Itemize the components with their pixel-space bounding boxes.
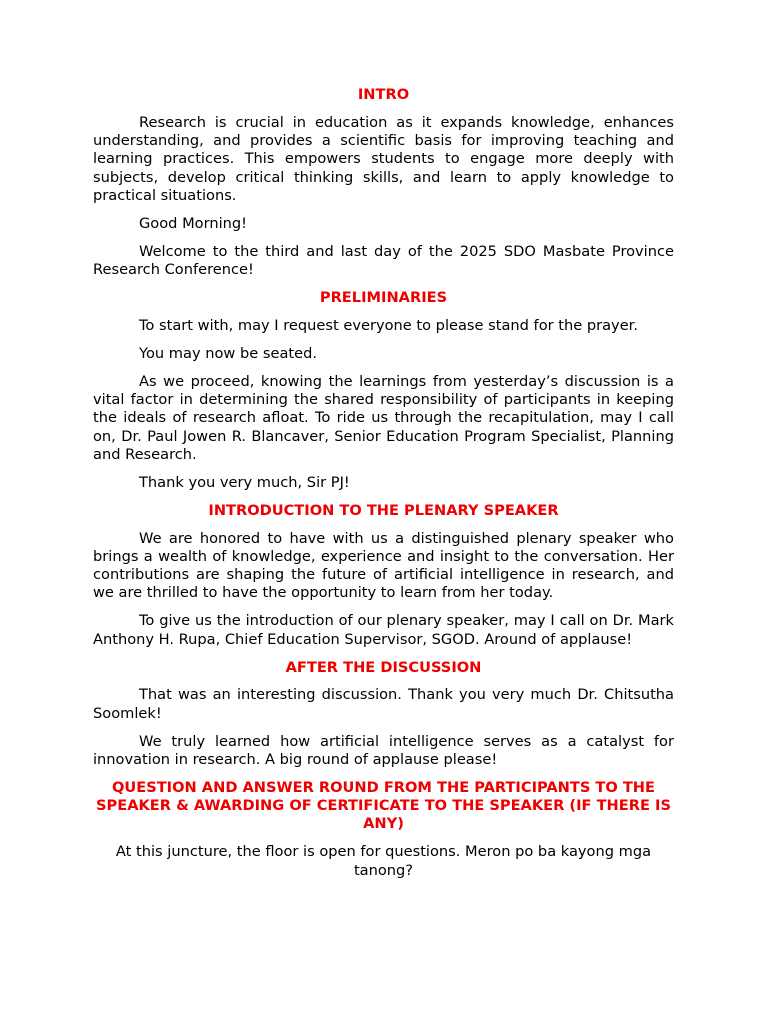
paragraph: You may now be seated. bbox=[139, 344, 317, 362]
paragraph: Good Morning! bbox=[139, 214, 247, 232]
paragraph: Research is crucial in education as it expands knowledge, enhances understanding, and provides a scientific basis for improving teaching and learning practices. This empowers students to engage more deeply with subjects, develop critical thinking skills, and learn to apply knowledge to practical situations. bbox=[93, 113, 674, 205]
section-heading-preliminaries: PRELIMINARIES bbox=[319, 289, 448, 307]
paragraph: That was an interesting discussion. Thank you very much Dr. Chitsutha Soomlek! bbox=[93, 686, 674, 722]
section-heading-after-discussion: AFTER THE DISCUSSION bbox=[285, 658, 482, 676]
section-heading-plenary-speaker: INTRODUCTION TO THE PLENARY SPEAKER bbox=[208, 501, 559, 519]
paragraph: As we proceed, knowing the learnings from yesterday’s discussion is a vital factor in determining the shared responsibility of participants in keeping the ideals of research afloat. To ride us through the recapitulation, may I call on, Dr. Paul Jowen R. Blancaver, Senior Education Program Specialist, Planning and Research. bbox=[93, 372, 674, 463]
paragraph: We truly learned how artificial intelligence serves as a catalyst for innovation in research. A big round of applause please! bbox=[93, 732, 674, 768]
document-page bbox=[93, 86, 674, 889]
paragraph: We are honored to have with us a distinguished plenary speaker who brings a wealth of knowledge, experience and insight to the conversation. Her contributions are shaping the future of artificial intelligence in research, and we are thrilled to have the opportunity to learn from her today. bbox=[93, 529, 674, 602]
paragraph: To give us the introduction of our plenary speaker, may I call on Dr. Mark Anthony H. Rupa, Chief Education Supervisor, SGOD. Around of applause! bbox=[93, 612, 674, 648]
section-heading-intro: INTRO bbox=[357, 86, 410, 103]
paragraph: Welcome to the third and last day of the 2025 SDO Masbate Province Research Conference! bbox=[93, 242, 674, 279]
paragraph: To start with, may I request everyone to please stand for the prayer. bbox=[139, 316, 638, 334]
paragraph: At this juncture, the floor is open for questions. Meron po ba kayong mga tanong? bbox=[115, 843, 652, 879]
section-heading-question-and-answer: QUESTION AND ANSWER ROUND FROM THE PARTICIPANTS TO THE SPEAKER & AWARDING OF CERTIFICATE TO THE SPEAKER (IF THERE IS ANY) bbox=[96, 778, 671, 833]
paragraph: Thank you very much, Sir PJ! bbox=[139, 473, 350, 491]
